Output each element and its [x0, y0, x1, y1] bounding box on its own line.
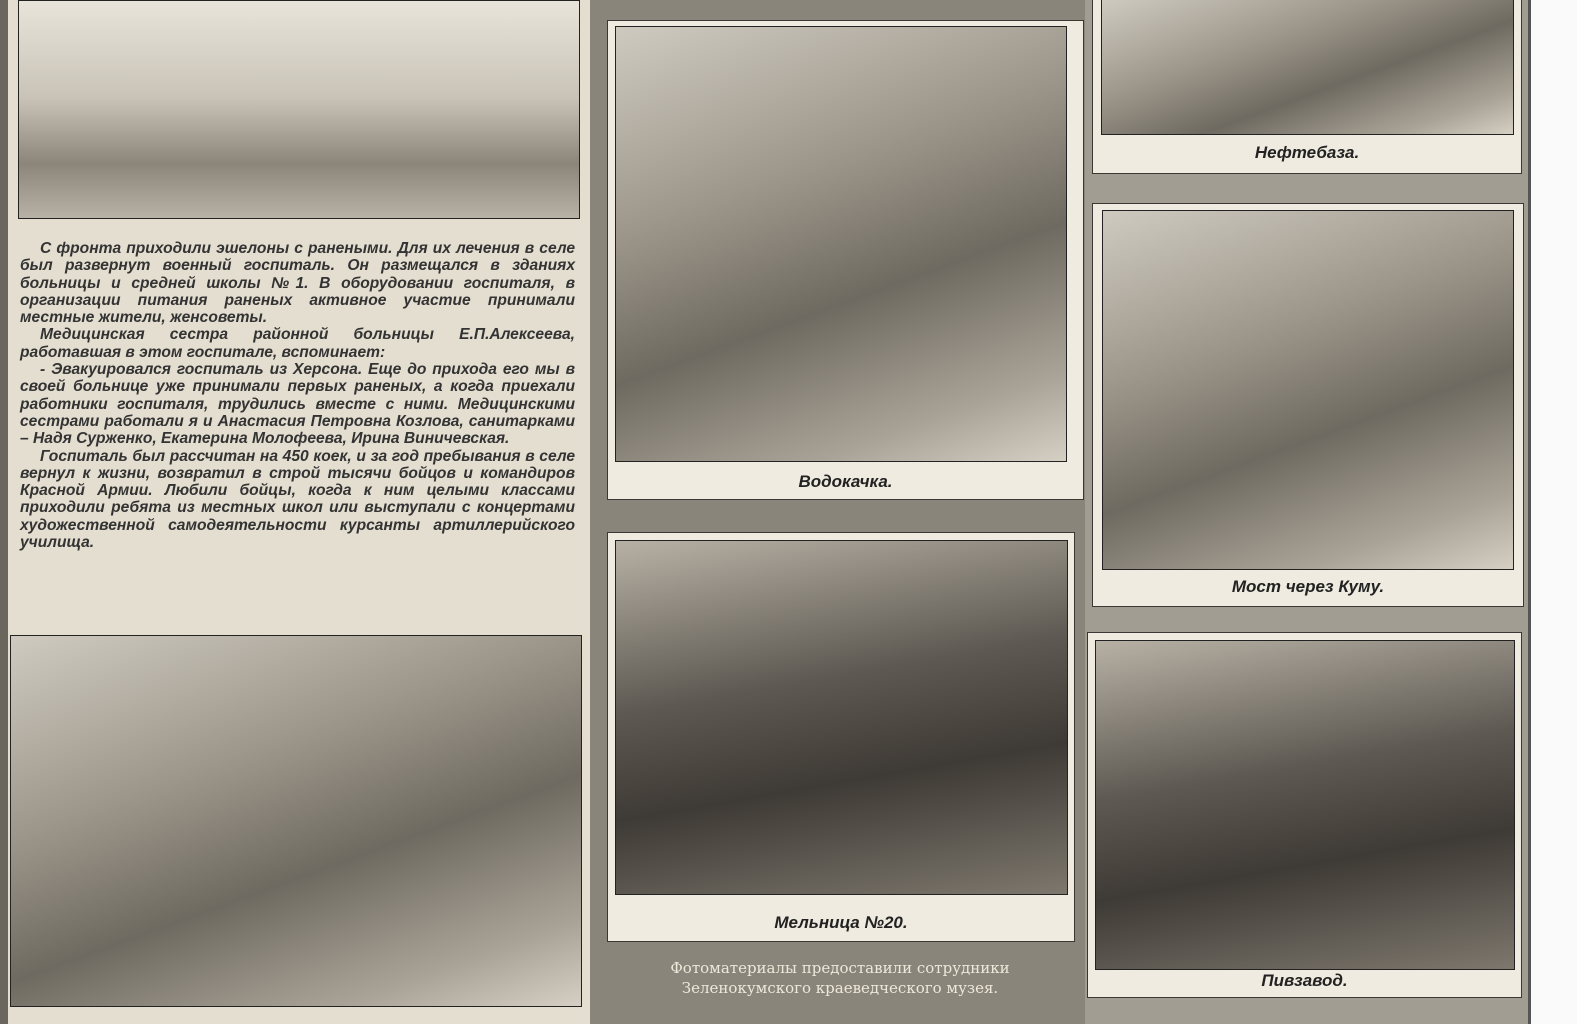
- paragraph: Госпиталь был рассчитан на 450 коек, и за год пребывания в селе вернул к жизни, возвратил в строй тысячи бойцов и командиров Красной Армии. Любили бойцы, когда к ним целыми классами приходили ребята из местных школ или выступали с концертами художественной самодеятельности курсанты артиллерийского училища.: [20, 447, 575, 552]
- paragraph: - Эвакуировался госпиталь из Херсона. Еще до прихода его мы в своей больнице уже принимали первых раненых, а когда приехали работники госпиталя, трудились вместе с ними. Медицинскими сестрами работали я и Анастасия Петровна Козлова, санитарками – Надя Сурженко, Екатерина Молофеева, Ирина Виничевская.: [20, 361, 575, 448]
- credit-line: Фотоматериалы предоставили сотрудники: [670, 959, 1010, 977]
- photo-melnitsa: [615, 540, 1068, 895]
- page-edge: [1528, 0, 1531, 1024]
- caption: Мост через Куму.: [1231, 577, 1385, 596]
- photo-surgeons-operating: [10, 635, 582, 1007]
- paragraph: Медицинская сестра районной больницы Е.П.Алексеева, работавшая в этом госпитале, вспоминает:: [20, 326, 575, 361]
- photo-hospital-operating-table: [18, 0, 580, 219]
- caption: Пивзавод.: [1261, 971, 1348, 990]
- photo-panel-pivzavod: [1087, 632, 1522, 998]
- caption: Водокачка.: [798, 472, 893, 491]
- article-text: [20, 240, 575, 551]
- photo-panel-melnitsa: [607, 532, 1075, 942]
- photo-pivzavod: [1095, 640, 1515, 970]
- photo-credit: [600, 958, 1080, 998]
- page-margin: [0, 0, 8, 1024]
- photo-panel-neftebaza: [1092, 0, 1522, 174]
- photo-neftebaza: [1101, 0, 1514, 135]
- credit-line: Зеленокумского краеведческого музея.: [681, 979, 999, 997]
- photo-panel-most: [1092, 203, 1524, 607]
- paragraph: С фронта приходили эшелоны с ранеными. Для их лечения в селе был развернут военный госпиталь. Он размещался в зданиях больницы и средней школы №1. В оборудовании госпиталя, в организации питания раненых активное участие принимали местные жители, женсоветы.: [20, 240, 575, 327]
- photo-vodokachka: [615, 26, 1067, 462]
- caption: Нефтебаза.: [1254, 143, 1360, 162]
- photo-panel-vodokachka: [607, 20, 1084, 500]
- photo-most: [1102, 210, 1514, 570]
- caption: Мельница №20.: [774, 913, 908, 932]
